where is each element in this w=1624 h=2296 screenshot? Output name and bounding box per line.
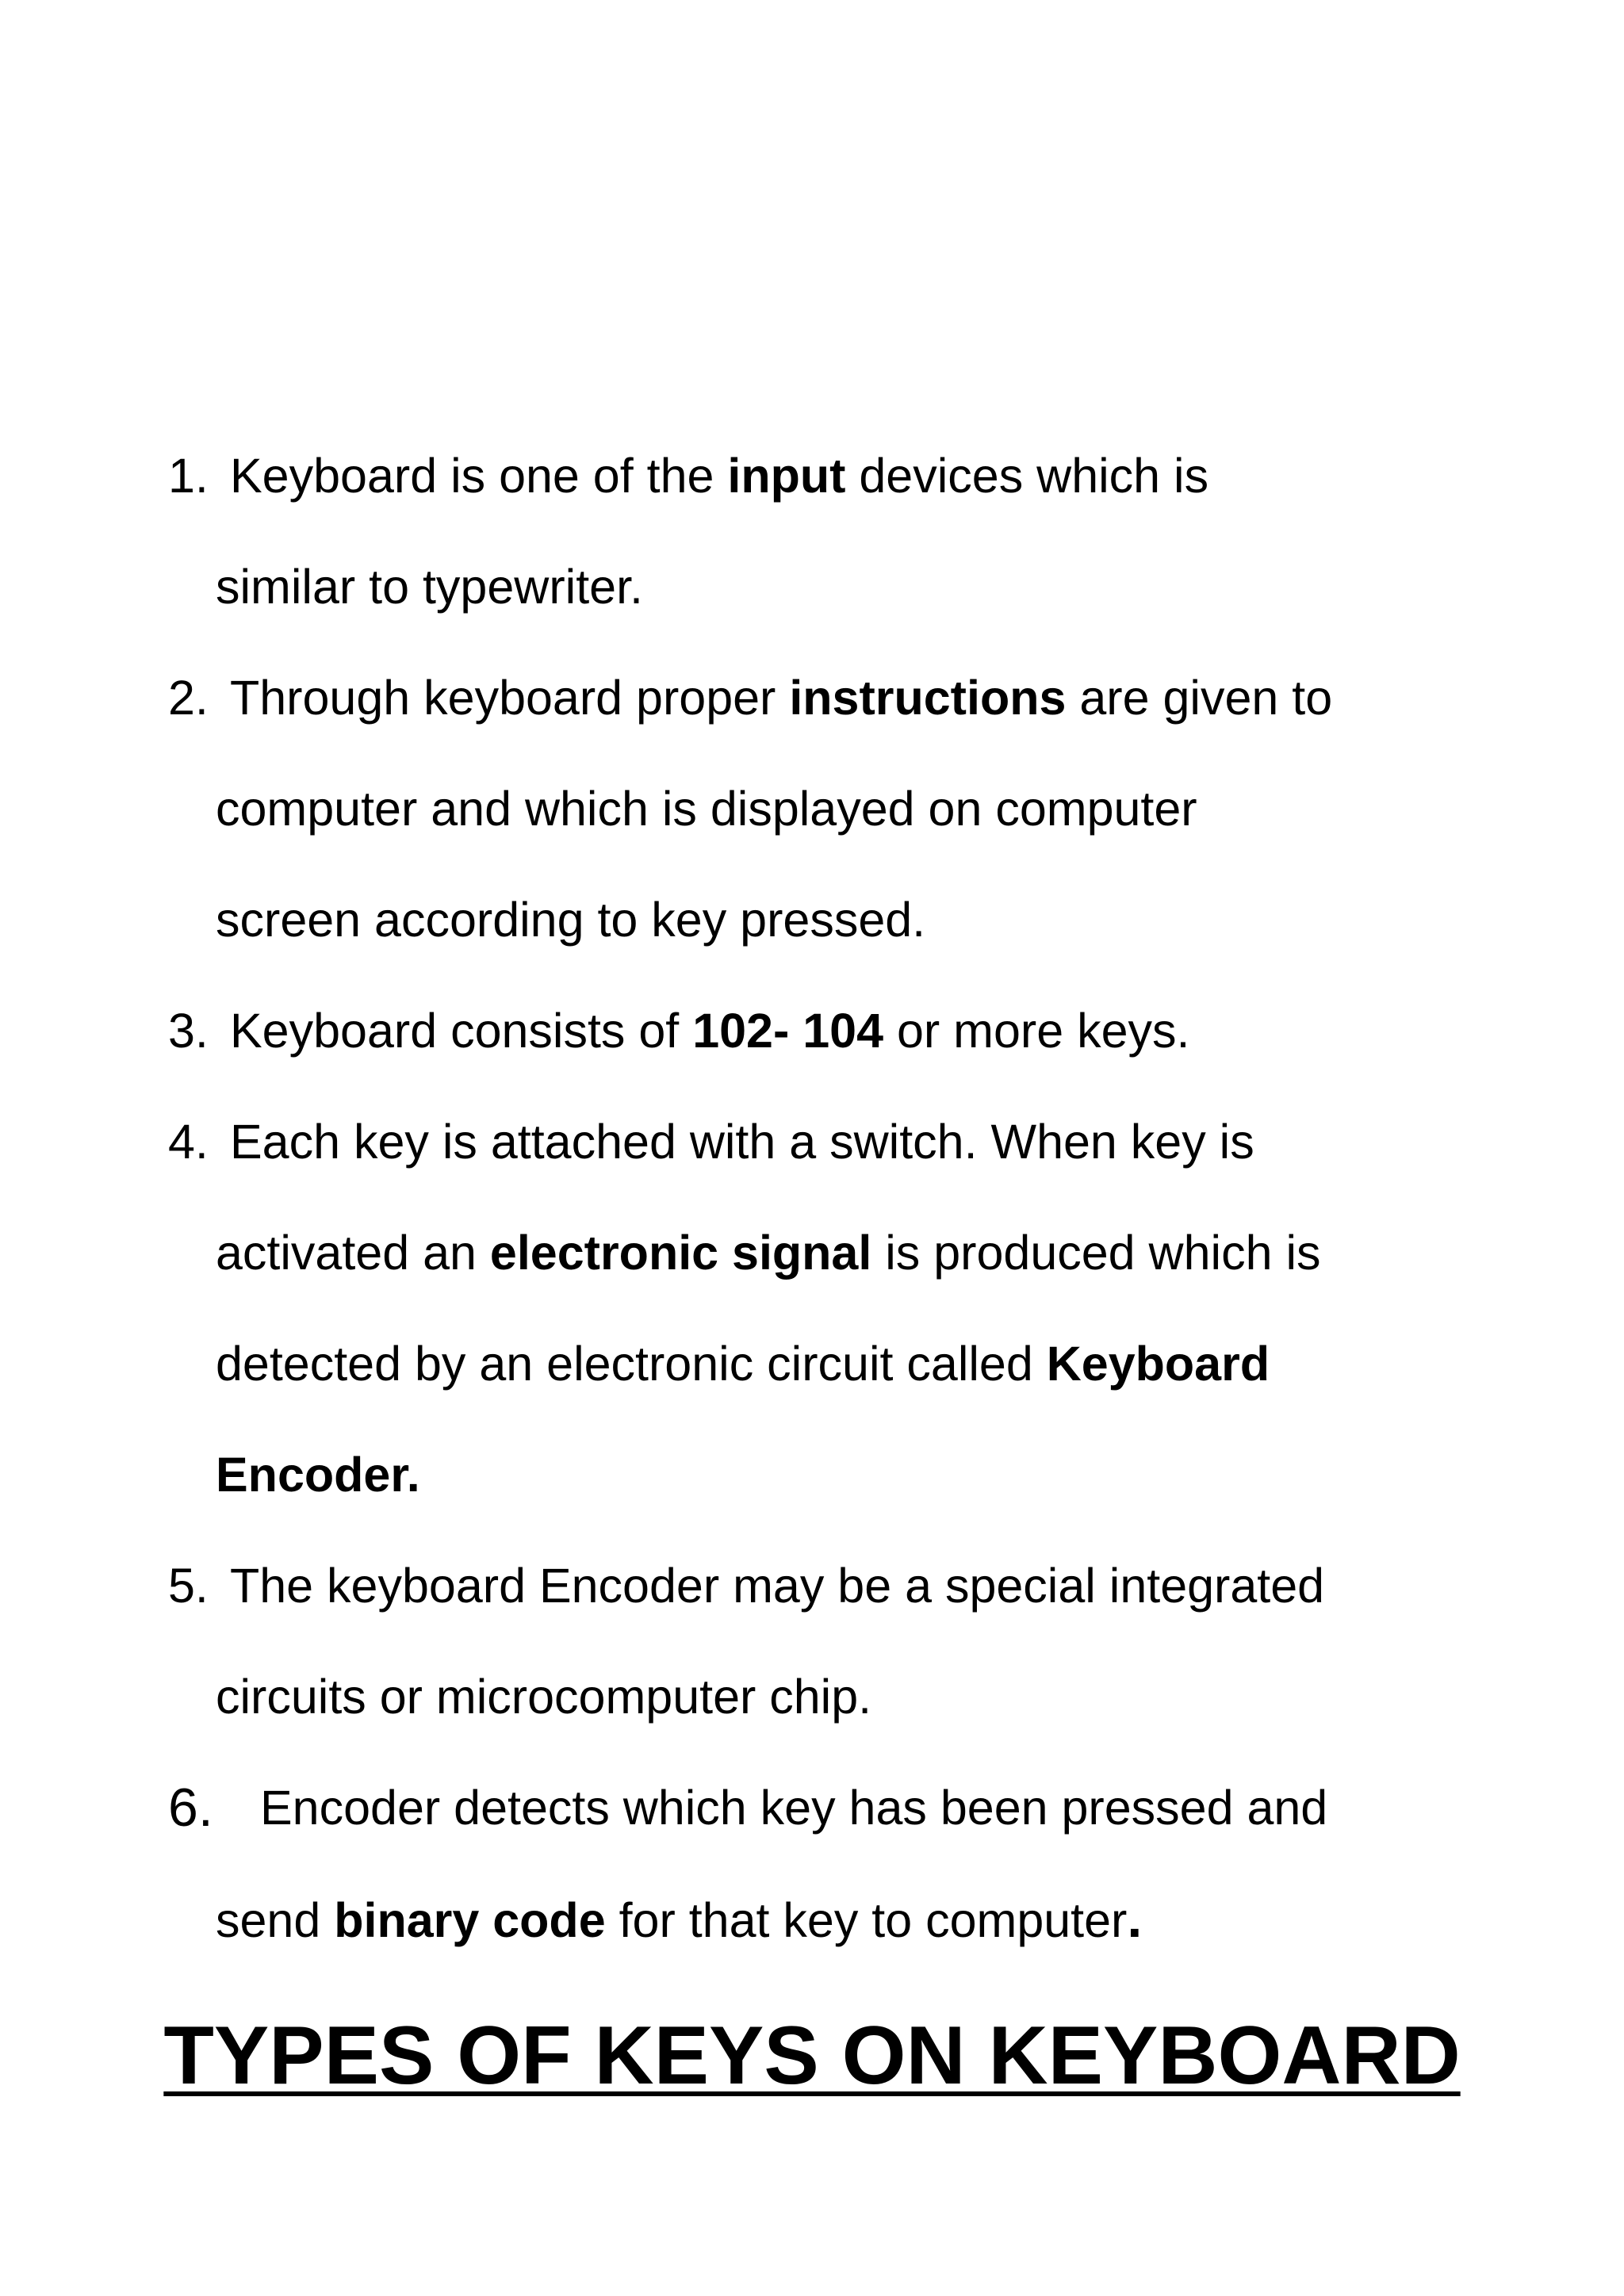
list-item-number: 2. bbox=[168, 671, 209, 725]
list-item-text: The keyboard Encoder may be a special integrated bbox=[230, 1559, 1325, 1613]
list-item-text bbox=[216, 1443, 420, 1506]
section-heading-text: TYPES OF KEYS ON KEYBOARD bbox=[163, 2010, 1461, 2102]
bold-term: Encoder. bbox=[216, 1448, 420, 1502]
list-item-text: screen according to key pressed. bbox=[216, 893, 926, 947]
section-heading bbox=[0, 2004, 1624, 2107]
list-item-text: Keyboard consists of 102- 104 or more keys. bbox=[230, 1004, 1190, 1058]
bold-term: Keyboard bbox=[1046, 1337, 1270, 1391]
list-item-text: circuits or microcomputer chip. bbox=[216, 1670, 872, 1724]
list-item-number: 5. bbox=[168, 1559, 209, 1613]
list-item-text: send binary code for that key to computer. bbox=[216, 1888, 1143, 1949]
list-item-text: similar to typewriter. bbox=[216, 560, 643, 614]
bold-term: binary code bbox=[334, 1893, 606, 1947]
bold-term: input bbox=[727, 449, 846, 503]
list-item-number: 3. bbox=[168, 1004, 209, 1058]
bold-term: electronic signal bbox=[489, 1226, 872, 1280]
list-item-text: Keyboard is one of the input devices which is bbox=[230, 449, 1209, 503]
list-item-number: 1. bbox=[168, 449, 209, 503]
list-item-text: Through keyboard proper instructions are given to bbox=[230, 671, 1333, 725]
bold-term: instructions bbox=[789, 671, 1067, 725]
bold-term: 102- 104 bbox=[692, 1004, 884, 1058]
list-item-text: activated an electronic signal is produced which is bbox=[216, 1226, 1321, 1280]
list-item-number: 4. bbox=[168, 1115, 209, 1169]
list-item-text: Each key is attached with a switch. When key is bbox=[230, 1115, 1254, 1169]
list-item-text: Encoder detects which key has been pressed and bbox=[260, 1781, 1328, 1835]
list-item-text: computer and which is displayed on computer bbox=[216, 782, 1197, 836]
list-item-text: detected by an electronic circuit called Keyboard bbox=[216, 1337, 1270, 1391]
list-item-number: 6. bbox=[168, 1777, 213, 1838]
bold-period: . bbox=[1127, 1888, 1143, 1949]
